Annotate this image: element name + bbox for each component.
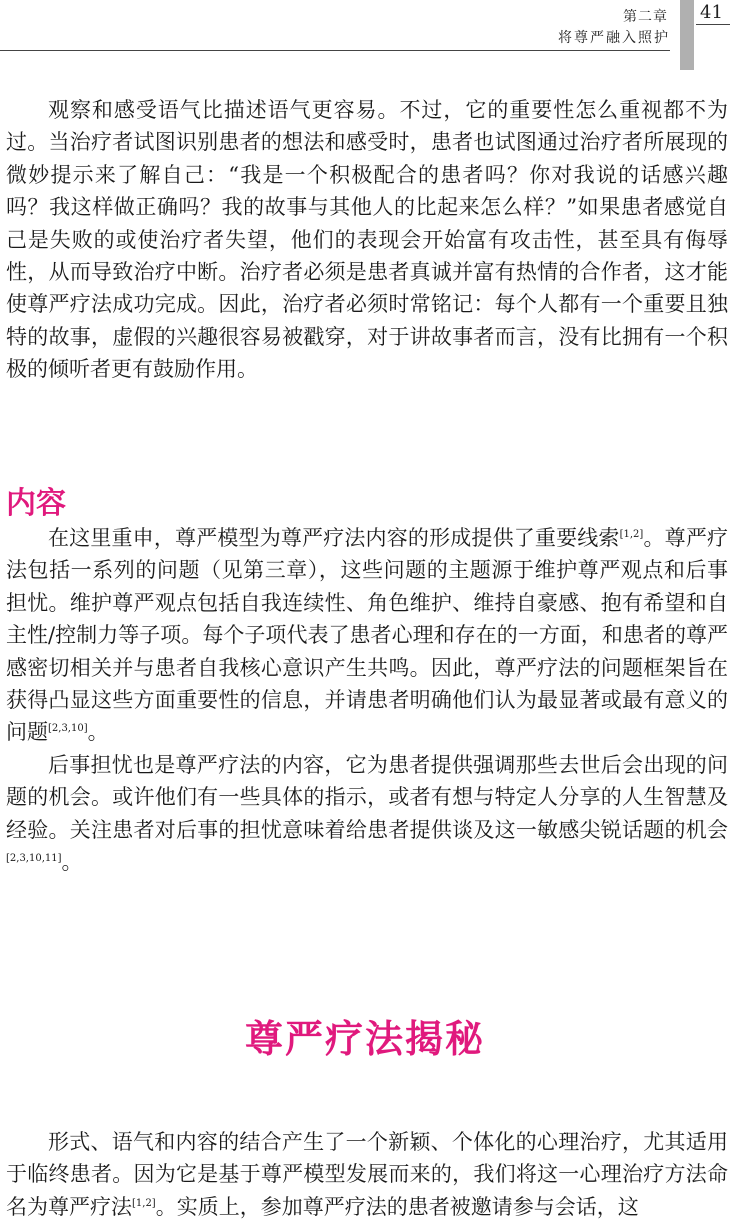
body-section-content bbox=[6, 522, 728, 878]
section-heading-content: 内容 bbox=[6, 486, 66, 521]
paragraph-body bbox=[6, 1126, 728, 1223]
page-number: 41 bbox=[700, 2, 723, 23]
paragraph-text: 观察和感受语气比描述语气更容易。不过，它的重要性怎么重视都不为过。当治疗者试图识别患者的想法和感受时，患者也试图通过治疗者所展现的微妙提示来了解自己：“我是一个积极配合的患者吗？你对我说的话感兴趣吗？我这样做正确吗？我的故事与其他人的比起来怎么样？”如果患者感觉自己是失败的或使治疗者失望，他们的表现会开始富有攻击性，甚至具有侮辱性，从而导致治疗中断。治疗者必须是患者真诚并富有热情的合作者，这才能使尊严疗法成功完成。因此，治疗者必须时常铭记：每个人都有一个重要且独特的故事，虚假的兴趣很容易被戳穿，对于讲故事者而言，没有比拥有一个积极的倾听者更有鼓励作用。 bbox=[6, 98, 728, 382]
citation: [1,2] bbox=[619, 529, 644, 540]
citation: [2,3,10,11] bbox=[6, 853, 62, 865]
paragraph-text: 。 bbox=[61, 850, 83, 875]
main-heading: 尊严疗法揭秘 bbox=[244, 1017, 485, 1061]
paragraph-text: 后事担忧也是尊严疗法的内容，它为患者提供强调那些去世后会出现的问题的机会。或许他们有一些具体的指示，或者有想与特定人分享的人生智慧及经验。关注患者对后事的担忧意味着给患者提供谈及这一敏感尖锐话题的机会 bbox=[6, 752, 728, 842]
body-paragraph-2 bbox=[6, 522, 728, 749]
body-paragraph-1 bbox=[6, 94, 728, 386]
paragraph-text: 形式、语气和内容的结合产生了一个新颖、个体化的心理治疗，尤其适用于临终患者。因为它是基于尊严模型发展而来的，我们将这一心理治疗方法命名为尊严疗法 bbox=[6, 1130, 728, 1219]
paragraph-text: 在这里重申，尊严模型为尊严疗法内容的形成提供了重要线索 bbox=[48, 526, 620, 550]
page-edge-tab bbox=[680, 0, 694, 70]
citation: [1,2] bbox=[132, 1197, 156, 1209]
citation: [2,3,10] bbox=[48, 723, 88, 735]
body-paragraph-4 bbox=[6, 1126, 728, 1223]
header-divider bbox=[0, 50, 670, 51]
paragraph-text: 。实质上，参加尊严疗法的患者被邀请参与会话，这 bbox=[155, 1194, 639, 1219]
page-number-divider bbox=[696, 24, 730, 25]
body-paragraph-3 bbox=[6, 749, 728, 879]
paragraph-text: 。尊严疗法包括一系列的问题（见第三章），这些问题的主题源于维护尊严观点和后事担忧。维护尊严观点包括自我连续性、角色维护、维持自豪感、抱有希望和自主性/控制力等子项。每个子项代表了患者心理和存在的一方面，和患者的尊严感密切相关并与患者自我核心意识产生共鸣。因此，尊严疗法的问题框架旨在获得凸显这些方面重要性的信息，并请患者明确他们认为最显著或最有意义的问题 bbox=[6, 526, 729, 745]
header-subtitle: 将尊严融入照护 bbox=[558, 30, 670, 46]
paragraph-text: 。 bbox=[87, 720, 109, 745]
header-chapter: 第二章 bbox=[623, 9, 668, 25]
